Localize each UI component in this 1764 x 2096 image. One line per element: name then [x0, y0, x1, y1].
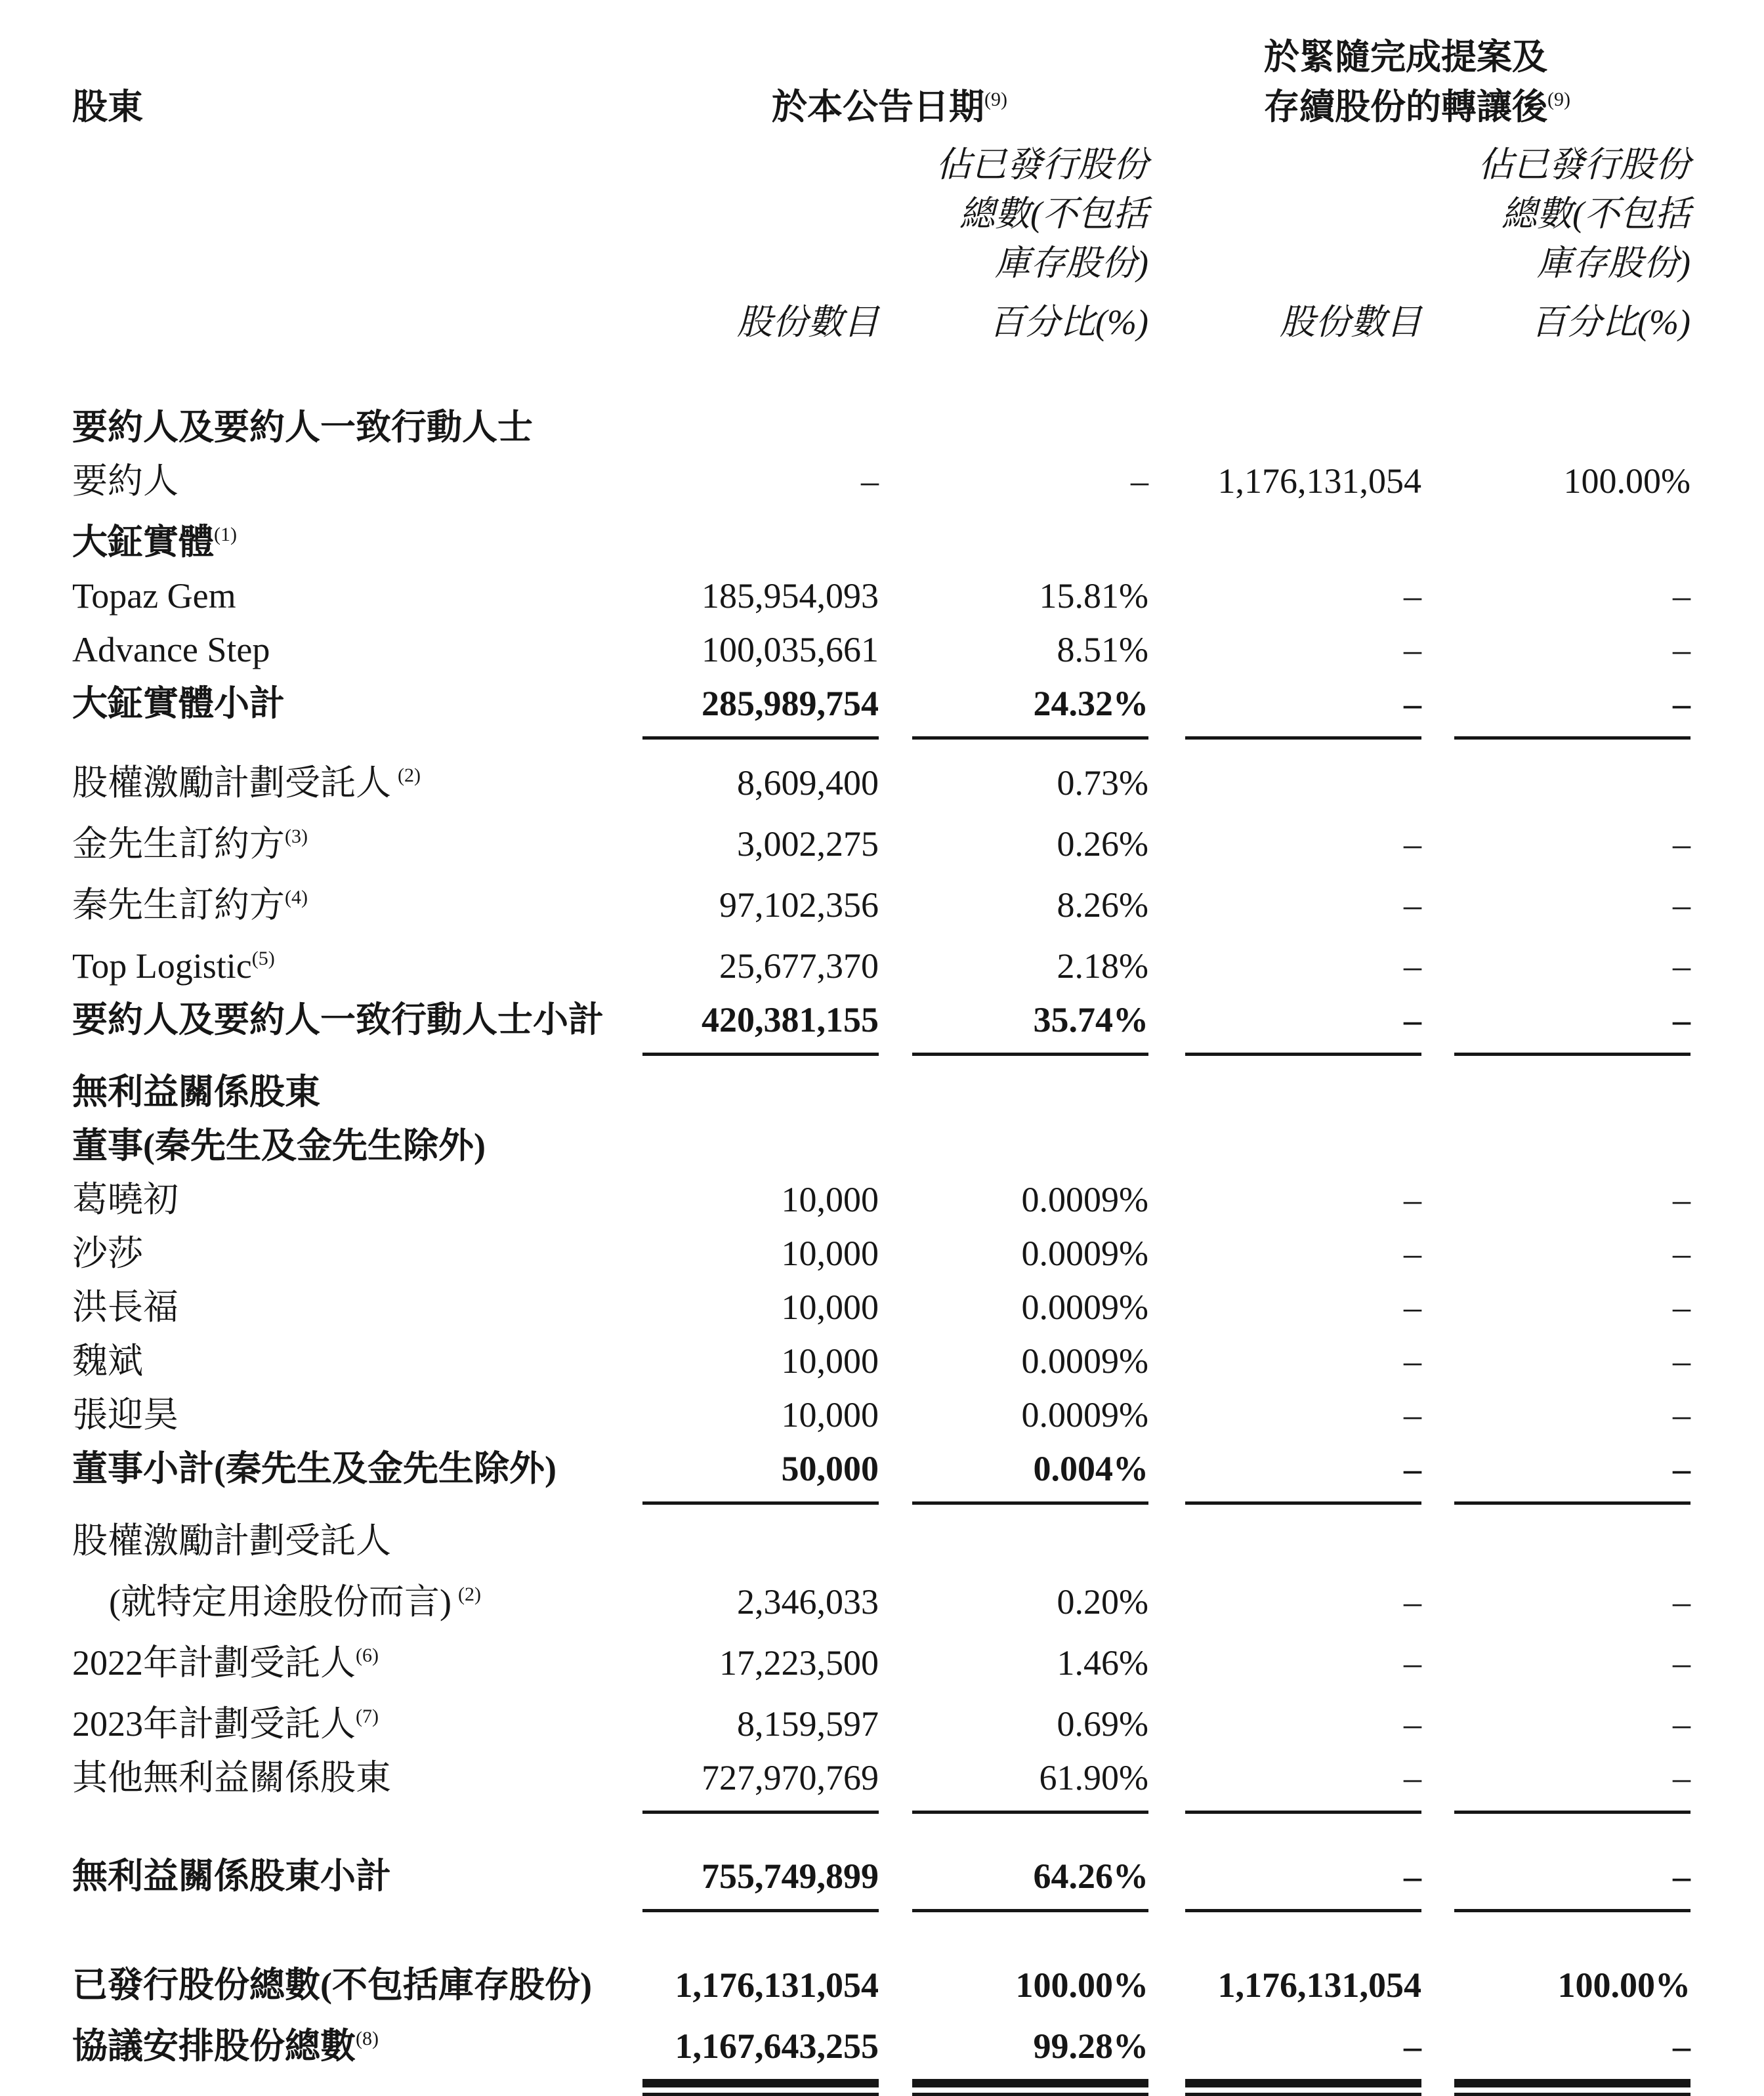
cell-pct-after: –: [1673, 1758, 1690, 1797]
cell-shares-current: 10,000: [781, 1341, 879, 1381]
cell-shares-current: 727,970,769: [702, 1758, 879, 1797]
column-rule: [1421, 730, 1690, 740]
table-row: [72, 749, 1690, 810]
cell-pct-current: 0.0009%: [1021, 1395, 1148, 1435]
subtotal-rule: [1454, 1501, 1690, 1505]
section-row: [72, 508, 1690, 569]
cell-shares-after: 1,176,131,054: [1217, 1965, 1421, 2005]
cell-pct-current: 99.28%: [1033, 2026, 1148, 2066]
cell-shares-current: 10,000: [781, 1288, 879, 1327]
cell-pct-current: 0.26%: [1057, 824, 1148, 864]
cell-pct-after: –: [1673, 1000, 1690, 1039]
footnote-marker: (2): [457, 1583, 481, 1605]
subtotal-rule: [1185, 1501, 1421, 1505]
subtotal-rule: [642, 1811, 879, 1814]
column-rule: [1421, 1047, 1690, 1056]
table-header: [72, 24, 1690, 400]
table-row: [72, 1334, 1690, 1388]
row-label: [72, 569, 642, 623]
footnote-marker: (3): [285, 826, 308, 847]
cell-pct-current: 24.32%: [1033, 684, 1148, 723]
cell-pct-current: 0.0009%: [1021, 1341, 1148, 1381]
group2-pct-column-header: 百分比(%): [1531, 303, 1690, 342]
cell-pct-after: –: [1673, 1704, 1690, 1744]
row-label-text: 魏斌: [72, 1341, 143, 1381]
cell-pct-current: 0.0009%: [1021, 1288, 1148, 1327]
rule-row: [72, 1047, 1690, 1065]
cell-shares-current: 10,000: [781, 1395, 879, 1435]
row-label-text: 要約人: [72, 461, 178, 501]
row-label: [72, 1751, 642, 1805]
column-rule: [642, 730, 879, 740]
cell-pct-after: –: [1673, 824, 1690, 864]
subtotal-rule: [1185, 736, 1421, 740]
double-total-rule: [642, 2079, 879, 2096]
rule-row: [72, 730, 1690, 749]
rule-row: [72, 1903, 1690, 1921]
row-label-text: 大鉦實體小計: [72, 684, 285, 723]
cell-shares-current: 10,000: [781, 1180, 879, 1219]
cell-pct-current: 0.73%: [1057, 763, 1148, 803]
table-row: [72, 569, 1690, 623]
table-row: [72, 871, 1690, 932]
cell-pct-after: –: [1673, 576, 1690, 616]
cell-shares-after: –: [1404, 1449, 1421, 1488]
subtotal-rule: [912, 1053, 1148, 1056]
cell-shares-current: 3,002,275: [737, 824, 879, 864]
row-label: [72, 1690, 642, 1751]
table-row: [72, 623, 1690, 677]
group1-title-text: 於本公告日期: [772, 87, 984, 127]
row-label-text: 葛曉初: [72, 1180, 178, 1219]
column-rule: [642, 2073, 879, 2096]
cell-pct-after: 100.00%: [1563, 461, 1690, 501]
footnote-marker: (1): [214, 524, 237, 545]
cell-pct-current: 2.18%: [1057, 946, 1148, 986]
column-rule: [1148, 2073, 1421, 2096]
group2-shares-column-header: 股份數目: [1280, 303, 1421, 342]
cell-pct-after: –: [1673, 1288, 1690, 1327]
table-row: [72, 1958, 1690, 2012]
cell-pct-current: 0.69%: [1057, 1704, 1148, 1744]
cell-pct-current: 100.00%: [1015, 1965, 1148, 2005]
cell-shares-current: 10,000: [781, 1234, 879, 1273]
cell-shares-current: 1,176,131,054: [675, 1965, 879, 2005]
cell-pct-after: –: [1673, 1449, 1690, 1488]
shareholder-column-header: 股東: [72, 87, 143, 127]
table-row: [72, 2012, 1690, 2073]
row-label-text: 2023年計劃受託人: [72, 1704, 356, 1744]
cell-pct-after: –: [1673, 2026, 1690, 2066]
row-label-text: 要約人及要約人一致行動人士: [72, 408, 533, 447]
subtotal-rule: [642, 1053, 879, 1056]
cell-shares-current: 8,609,400: [737, 763, 879, 803]
table-row: [72, 932, 1690, 993]
cell-shares-current: 97,102,356: [719, 885, 879, 925]
cell-shares-after: –: [1404, 1704, 1421, 1744]
cell-pct-current: 0.20%: [1057, 1582, 1148, 1622]
table-row: [72, 993, 1690, 1047]
row-label: [72, 1958, 642, 2012]
cell-shares-current: 8,159,597: [737, 1704, 879, 1744]
column-rule: [879, 1903, 1148, 1912]
cell-shares-after: –: [1404, 1856, 1421, 1896]
row-label-text: 協議安排股份總數: [72, 2026, 356, 2066]
row-label: [72, 1119, 642, 1173]
footnote-marker: (5): [251, 948, 275, 969]
cell-shares-after: –: [1404, 630, 1421, 669]
footnote-marker: (6): [356, 1645, 379, 1666]
column-rule: [879, 1047, 1148, 1056]
cell-pct-after: –: [1673, 1395, 1690, 1435]
row-label: [72, 1226, 642, 1280]
column-rule: [879, 730, 1148, 740]
column-rule: [1148, 730, 1421, 740]
group2-footnote-marker: (9): [1547, 89, 1570, 110]
row-label-text: Top Logistic: [72, 946, 252, 986]
column-rule: [879, 1496, 1148, 1505]
row-label: [72, 1629, 642, 1690]
subtotal-rule: [912, 1501, 1148, 1505]
cell-pct-after: –: [1673, 946, 1690, 986]
row-label-text: 董事(秦先生及金先生除外): [72, 1126, 486, 1165]
section-row: [72, 400, 1690, 454]
table-body: [72, 400, 1690, 2096]
cell-pct-current: 61.90%: [1039, 1758, 1148, 1797]
cell-pct-current: 0.0009%: [1021, 1180, 1148, 1219]
cell-shares-current: 100,035,661: [702, 630, 879, 669]
cell-shares-after: –: [1404, 1395, 1421, 1435]
cell-shares-after: –: [1404, 1288, 1421, 1327]
group1-pct-line1: 佔已發行股份: [936, 145, 1148, 184]
cell-pct-after: –: [1673, 1582, 1690, 1622]
group2-title-line1: 於緊隨完成提案及: [1264, 37, 1547, 77]
cell-pct-after: –: [1673, 1234, 1690, 1273]
row-label-text: 沙莎: [72, 1234, 143, 1273]
cell-shares-after: –: [1404, 1180, 1421, 1219]
cell-shares-current: 185,954,093: [702, 576, 879, 616]
row-label: [72, 810, 642, 871]
subtotal-rule: [912, 736, 1148, 740]
cell-shares-after: 1,176,131,054: [1217, 461, 1421, 501]
cell-shares-after: –: [1404, 1000, 1421, 1039]
rule-row: [72, 2073, 1690, 2096]
group1-shares-column-header: 股份數目: [737, 303, 879, 342]
subtotal-rule: [1454, 736, 1690, 740]
column-rule: [1148, 1496, 1421, 1505]
table-row: [72, 1849, 1690, 1903]
column-rule: [1421, 1903, 1690, 1912]
subtotal-rule: [1454, 1053, 1690, 1056]
row-label-text: 股權激勵計劃受託人: [72, 763, 391, 803]
row-spacer: [72, 1921, 1690, 1958]
subtotal-rule: [642, 736, 879, 740]
row-label-text: 秦先生訂約方: [72, 885, 285, 925]
double-total-rule: [1185, 2079, 1421, 2096]
cell-pct-current: –: [1131, 461, 1148, 501]
row-label-text: 要約人及要約人一致行動人士小計: [72, 1000, 604, 1039]
table-row: [72, 1690, 1690, 1751]
row-label-text: 董事小計(秦先生及金先生除外): [72, 1449, 556, 1488]
cell-shares-current: 50,000: [781, 1449, 879, 1488]
subtotal-rule: [912, 1909, 1148, 1912]
cell-shares-after: –: [1404, 1643, 1421, 1683]
subtotal-rule: [1454, 1909, 1690, 1912]
table-row: [72, 1388, 1690, 1442]
cell-pct-current: 8.26%: [1057, 885, 1148, 925]
subtotal-rule: [642, 1501, 879, 1505]
cell-shares-after: –: [1404, 1234, 1421, 1273]
cell-shares-after: –: [1404, 1758, 1421, 1797]
cell-shares-after: –: [1404, 1341, 1421, 1381]
table-row: [72, 677, 1690, 730]
row-label-text: 金先生訂約方: [72, 824, 285, 864]
group1-pct-line2: 總數(不包括: [959, 194, 1148, 234]
row-label-line2: (就特定用途股份而言) $^{(2)}$: [109, 1582, 481, 1622]
row-label: [72, 1334, 642, 1388]
cell-shares-after: –: [1404, 946, 1421, 986]
section-row: [72, 1065, 1690, 1119]
row-label-text: 無利益關係股東小計: [72, 1856, 391, 1896]
row-label: [72, 1514, 642, 1629]
cell-pct-after: –: [1673, 1341, 1690, 1381]
double-total-rule: [912, 2079, 1148, 2096]
cell-shares-after: –: [1404, 576, 1421, 616]
column-rule: [642, 1047, 879, 1056]
cell-shares-current: 25,677,370: [719, 946, 879, 986]
column-rule: [642, 1496, 879, 1505]
group2-pct-line2: 總數(不包括: [1502, 194, 1690, 234]
group2-pct-header-block: [1478, 140, 1690, 288]
row-label: [72, 871, 642, 932]
row-label-text: 2022年計劃受託人: [72, 1643, 356, 1683]
table-row: [72, 1514, 1690, 1629]
rule-row: [72, 1805, 1690, 1823]
row-label: [72, 993, 642, 1047]
column-rule: [1421, 1496, 1690, 1505]
row-label: [72, 1173, 642, 1226]
footnote-marker: (4): [285, 887, 308, 908]
row-label: [72, 454, 642, 508]
rule-row: [72, 1496, 1690, 1514]
row-label-text: 股權激勵計劃受託人: [72, 1521, 391, 1561]
row-label: [72, 1065, 642, 1119]
cell-pct-after: –: [1673, 684, 1690, 723]
column-rule: [879, 2073, 1148, 2096]
cell-pct-after: –: [1673, 1180, 1690, 1219]
column-rule: [642, 1805, 879, 1814]
cell-pct-current: 0.0009%: [1021, 1234, 1148, 1273]
row-label: [72, 932, 642, 993]
subtotal-rule: [1185, 1909, 1421, 1912]
column-rule: [1148, 1805, 1421, 1814]
table-row: [72, 1751, 1690, 1805]
row-label-text: 其他無利益關係股東: [72, 1758, 391, 1797]
subtotal-rule: [1454, 1811, 1690, 1814]
row-label-text: 張迎昊: [72, 1395, 178, 1435]
cell-pct-after: –: [1673, 885, 1690, 925]
row-label-text: 已發行股份總數(不包括庫存股份): [72, 1965, 592, 2005]
cell-shares-after: –: [1404, 885, 1421, 925]
column-rule: [1148, 1903, 1421, 1912]
cell-shares-current: 285,989,754: [702, 684, 879, 723]
cell-pct-current: 64.26%: [1033, 1856, 1148, 1896]
subtotal-rule: [642, 1909, 879, 1912]
footnote-marker: (7): [356, 1706, 379, 1727]
row-label-text: Advance Step: [72, 630, 270, 669]
cell-pct-after: –: [1673, 630, 1690, 669]
cell-pct-after: –: [1673, 1856, 1690, 1896]
group1-pct-header-block: [936, 140, 1148, 288]
column-rule: [1148, 1047, 1421, 1056]
row-label: [72, 677, 642, 730]
cell-shares-current: 17,223,500: [719, 1643, 879, 1683]
group2-title-line2-text: 存續股份的轉讓後: [1264, 87, 1547, 127]
table-row: [72, 1173, 1690, 1226]
table-row: [72, 1280, 1690, 1334]
row-spacer: [72, 1823, 1690, 1849]
cell-pct-after: –: [1673, 1643, 1690, 1683]
group1-pct-line3: 庫存股份): [995, 243, 1148, 283]
cell-pct-after: 100.00%: [1557, 1965, 1690, 2005]
cell-pct-current: 8.51%: [1057, 630, 1148, 669]
group1-footnote-marker: (9): [984, 89, 1007, 110]
table-row: [72, 454, 1690, 508]
cell-pct-current: 35.74%: [1033, 1000, 1148, 1039]
cell-shares-after: –: [1404, 1582, 1421, 1622]
group1-title: [772, 79, 1007, 129]
row-label: [72, 400, 642, 454]
row-label-text: 無利益關係股東: [72, 1072, 320, 1112]
row-label-text: Topaz Gem: [72, 576, 236, 616]
table-row: [72, 810, 1690, 871]
row-label: [72, 1388, 642, 1442]
double-total-rule: [1454, 2079, 1690, 2096]
group2-pct-line3: 庫存股份): [1537, 243, 1690, 283]
cell-shares-current: 2,346,033: [737, 1582, 879, 1622]
cell-pct-current: 15.81%: [1039, 576, 1148, 616]
row-label: [72, 1280, 642, 1334]
cell-shares-current: –: [861, 461, 879, 501]
section-row: [72, 1119, 1690, 1173]
cell-shares-after: –: [1404, 2026, 1421, 2066]
cell-shares-after: –: [1404, 684, 1421, 723]
footnote-marker: (8): [356, 2028, 379, 2049]
group2-pct-line1: 佔已發行股份: [1478, 145, 1690, 184]
row-label: [72, 623, 642, 677]
subtotal-rule: [912, 1811, 1148, 1814]
table-row: [72, 1629, 1690, 1690]
row-label-text: 洪長福: [72, 1288, 178, 1327]
cell-shares-current: 1,167,643,255: [675, 2026, 879, 2066]
column-rule: [1421, 1805, 1690, 1814]
column-rule: [879, 1805, 1148, 1814]
footnote-marker: (2): [398, 765, 421, 786]
cell-shares-current: 420,381,155: [702, 1000, 879, 1039]
cell-pct-current: 1.46%: [1057, 1643, 1148, 1683]
row-label-text: 大鉦實體: [72, 522, 214, 562]
cell-shares-after: –: [1404, 824, 1421, 864]
table-row: [72, 1442, 1690, 1496]
subtotal-rule: [1185, 1811, 1421, 1814]
row-label: [72, 1442, 642, 1496]
cell-pct-current: 0.004%: [1033, 1449, 1148, 1488]
table-row: [72, 1226, 1690, 1280]
group2-title-line2: [1264, 79, 1570, 129]
cell-shares-current: 755,749,899: [702, 1856, 879, 1896]
row-label: [72, 749, 642, 810]
group1-pct-column-header: 百分比(%): [989, 303, 1148, 342]
column-rule: [1421, 2073, 1690, 2096]
subtotal-rule: [1185, 1053, 1421, 1056]
column-rule: [642, 1903, 879, 1912]
row-label: [72, 2012, 642, 2073]
row-label: [72, 1849, 642, 1903]
row-label: [72, 508, 642, 569]
